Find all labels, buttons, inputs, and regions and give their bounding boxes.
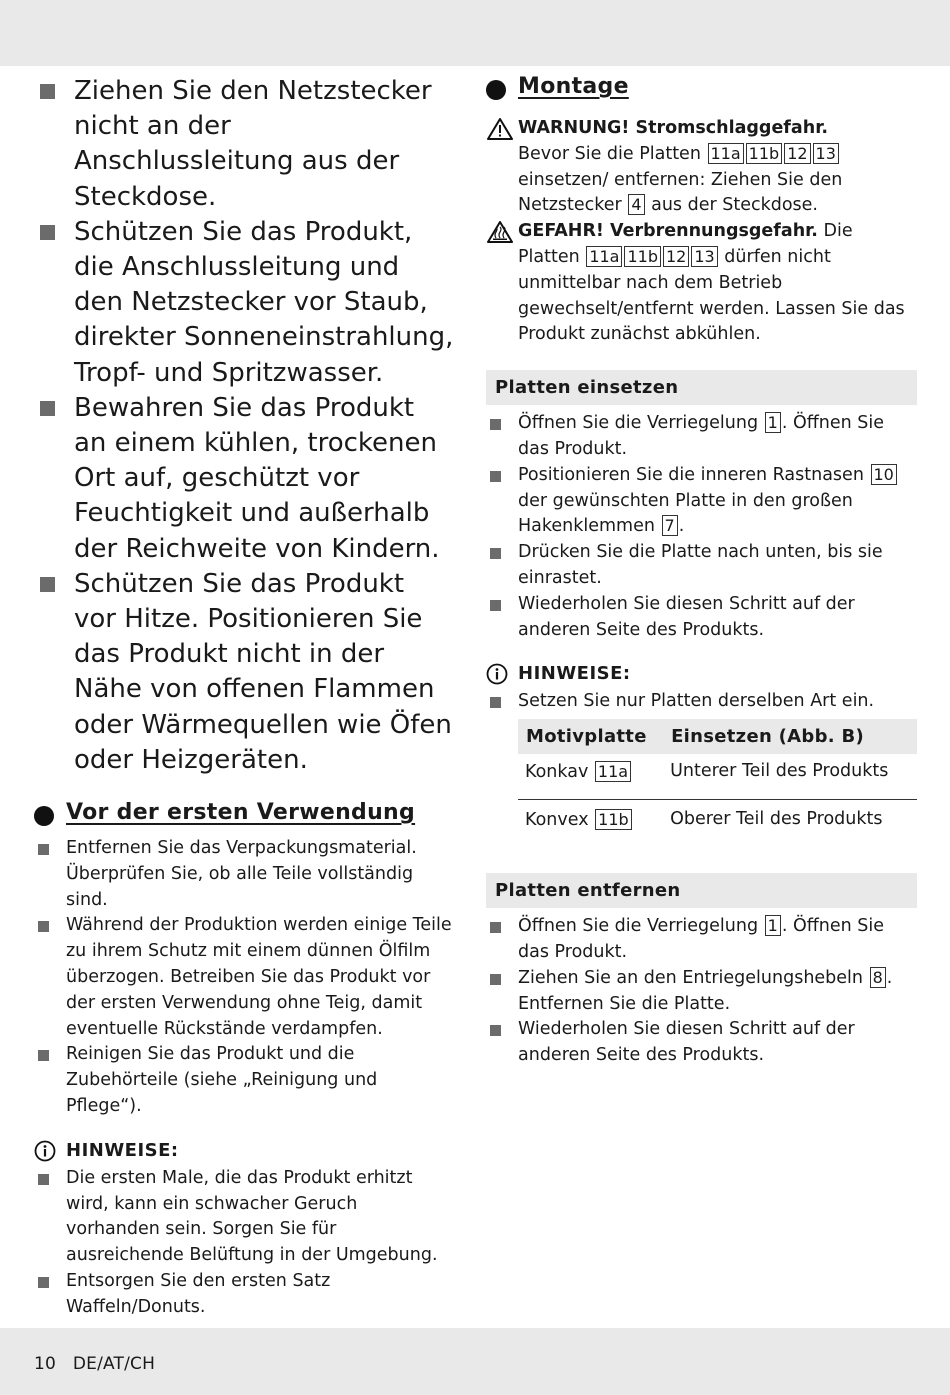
subheading-remove-plates: Platten entfernen: [486, 873, 917, 908]
list-item: Ziehen Sie den Netzstecker nicht an der Anschlussleitung aus der Steckdose.: [34, 74, 454, 215]
bullet-square-icon: [490, 1025, 501, 1036]
info-icon: [486, 663, 508, 685]
warning-electric-shock: WARNUNG! Stromschlaggefahr. Bevor Sie die Platten 11a 11b 12 13 einsetzen/ entfernen: Ziehen Sie den Netzstecker 4 aus der Steckdose.: [486, 116, 917, 219]
bullet-square-icon: [490, 548, 501, 559]
bullet-square-icon: [38, 921, 49, 932]
table-header: Motivplatte: [518, 719, 663, 754]
left-column: [34, 74, 454, 1321]
list-item: Entsorgen Sie den ersten Satz Waffeln/Donuts.: [34, 1269, 454, 1321]
bullet-square-icon: [38, 1050, 49, 1061]
part-ref: 7: [662, 515, 678, 536]
bullet-square-icon: [40, 577, 55, 592]
part-ref: 12: [663, 246, 689, 267]
list-item: Die ersten Male, die das Produkt erhitzt wird, kann ein schwacher Geruch vorhanden sein. Sorgen Sie für ausreichende Belüftung in der Umgebung.: [34, 1166, 454, 1269]
bullet-square-icon: [490, 600, 501, 611]
notes-heading: HINWEISE:: [486, 663, 917, 689]
list-item: Setzen Sie nur Platten derselben Art ein.: [486, 689, 917, 715]
table-cell: Unterer Teil des Produkts: [663, 754, 917, 800]
insert-steps-list: [486, 411, 917, 643]
bullet-square-icon: [40, 225, 55, 240]
list-item: Wiederholen Sie diesen Schritt auf der anderen Seite des Produkts.: [486, 1017, 917, 1069]
part-ref: 11a: [708, 143, 744, 164]
bullet-square-icon: [490, 697, 501, 708]
hot-surface-warning-icon: [486, 220, 514, 244]
table-row: [518, 800, 917, 848]
warning-triangle-icon: [486, 117, 514, 141]
list-item: Öffnen Sie die Verriegelung 1 . Öffnen Sie das Produkt.: [486, 914, 917, 966]
notes-list: [34, 1166, 454, 1321]
bullet-square-icon: [38, 1277, 49, 1288]
part-ref: 11a: [595, 761, 631, 782]
part-ref: 1: [765, 412, 781, 433]
list-item: Drücken Sie die Platte nach unten, bis sie einrastet.: [486, 540, 917, 592]
list-item: Reinigen Sie das Produkt und die Zubehörteile (siehe „Reinigung und Pflege“).: [34, 1042, 454, 1119]
part-ref: 4: [628, 194, 644, 215]
right-column: [486, 74, 917, 1069]
list-item: Ziehen Sie an den Entriegelungshebeln 8 . Entfernen Sie die Platte.: [486, 966, 917, 1018]
part-ref: 11b: [746, 143, 783, 164]
list-item: Öffnen Sie die Verriegelung 1 . Öffnen Sie das Produkt.: [486, 411, 917, 463]
page-number: 10: [34, 1354, 57, 1374]
part-ref: 1: [765, 915, 781, 936]
page-footer: [34, 1354, 155, 1374]
part-ref: 11b: [624, 246, 661, 267]
first-use-list: [34, 836, 454, 1120]
part-ref: 13: [813, 143, 839, 164]
header-band: [0, 0, 950, 66]
subheading-insert-plates: Platten einsetzen: [486, 370, 917, 405]
bullet-square-icon: [40, 84, 55, 99]
section-dot-icon: [486, 80, 506, 100]
table-cell: Konvex 11b: [518, 800, 663, 848]
list-item: Während der Produktion werden einige Teile zu ihrem Schutz mit einem dünnen Ölfilm überzogen. Betreiben Sie das Produkt vor der ersten Verwendung ohne Teig, damit eventuelle Rückstände verdampfen.: [34, 913, 454, 1042]
list-item: Positionieren Sie die inneren Rastnasen 10 der gewünschten Platte in den großen Hakenklemmen 7 .: [486, 463, 917, 540]
list-item: Wiederholen Sie diesen Schritt auf der anderen Seite des Produkts.: [486, 592, 917, 644]
notes-list: [486, 689, 917, 715]
table-cell: Konkav 11a: [518, 754, 663, 800]
table-cell: Oberer Teil des Produkts: [670, 809, 883, 830]
part-ref: 13: [691, 246, 717, 267]
bullet-square-icon: [38, 844, 49, 855]
part-ref: 10: [871, 464, 897, 485]
remove-steps-list: [486, 914, 917, 1069]
part-ref: 11a: [586, 246, 622, 267]
list-item: Schützen Sie das Produkt, die Anschlussleitung und den Netzstecker vor Staub, direkter Sonneneinstrahlung, Tropf- und Spritzwasser.: [34, 215, 454, 391]
safety-list: [34, 74, 454, 778]
part-ref: 8: [870, 967, 886, 988]
bullet-square-icon: [38, 1174, 49, 1185]
warning-burn-hazard: GEFAHR! Verbrennungsgefahr. Die Platten 11a 11b 12 13 dürfen nicht unmittelbar nach dem Betrieb gewechselt/entfernt werden. Lassen Sie das Produkt zunächst abkühlen.: [486, 219, 917, 348]
bullet-square-icon: [490, 471, 501, 482]
list-item: Schützen Sie das Produkt vor Hitze. Positionieren Sie das Produkt nicht in der Nähe von offenen Flammen oder Wärmequellen wie Öfen oder Heizgeräten.: [34, 567, 454, 778]
list-item: Bewahren Sie das Produkt an einem kühlen, trockenen Ort auf, geschützt vor Feuchtigkeit und außerhalb der Reichweite von Kindern.: [34, 391, 454, 567]
bullet-square-icon: [490, 419, 501, 430]
info-icon: [34, 1140, 56, 1162]
section-dot-icon: [34, 806, 54, 826]
bullet-square-icon: [40, 401, 55, 416]
table-header: Einsetzen (Abb. B): [663, 719, 917, 754]
part-ref: 11b: [595, 809, 632, 830]
table-row: [518, 754, 917, 800]
section-heading-first-use: Vor der ersten Verwendung: [34, 800, 454, 832]
section-heading-montage: Montage: [486, 74, 917, 106]
list-item: Entfernen Sie das Verpackungsmaterial. Überprüfen Sie, ob alle Teile vollständig sind.: [34, 836, 454, 913]
plate-table: [518, 719, 917, 847]
bullet-square-icon: [490, 974, 501, 985]
notes-heading: HINWEISE:: [34, 1140, 454, 1166]
part-ref: 12: [784, 143, 810, 164]
region-label: DE/AT/CH: [72, 1354, 156, 1374]
bullet-square-icon: [490, 922, 501, 933]
